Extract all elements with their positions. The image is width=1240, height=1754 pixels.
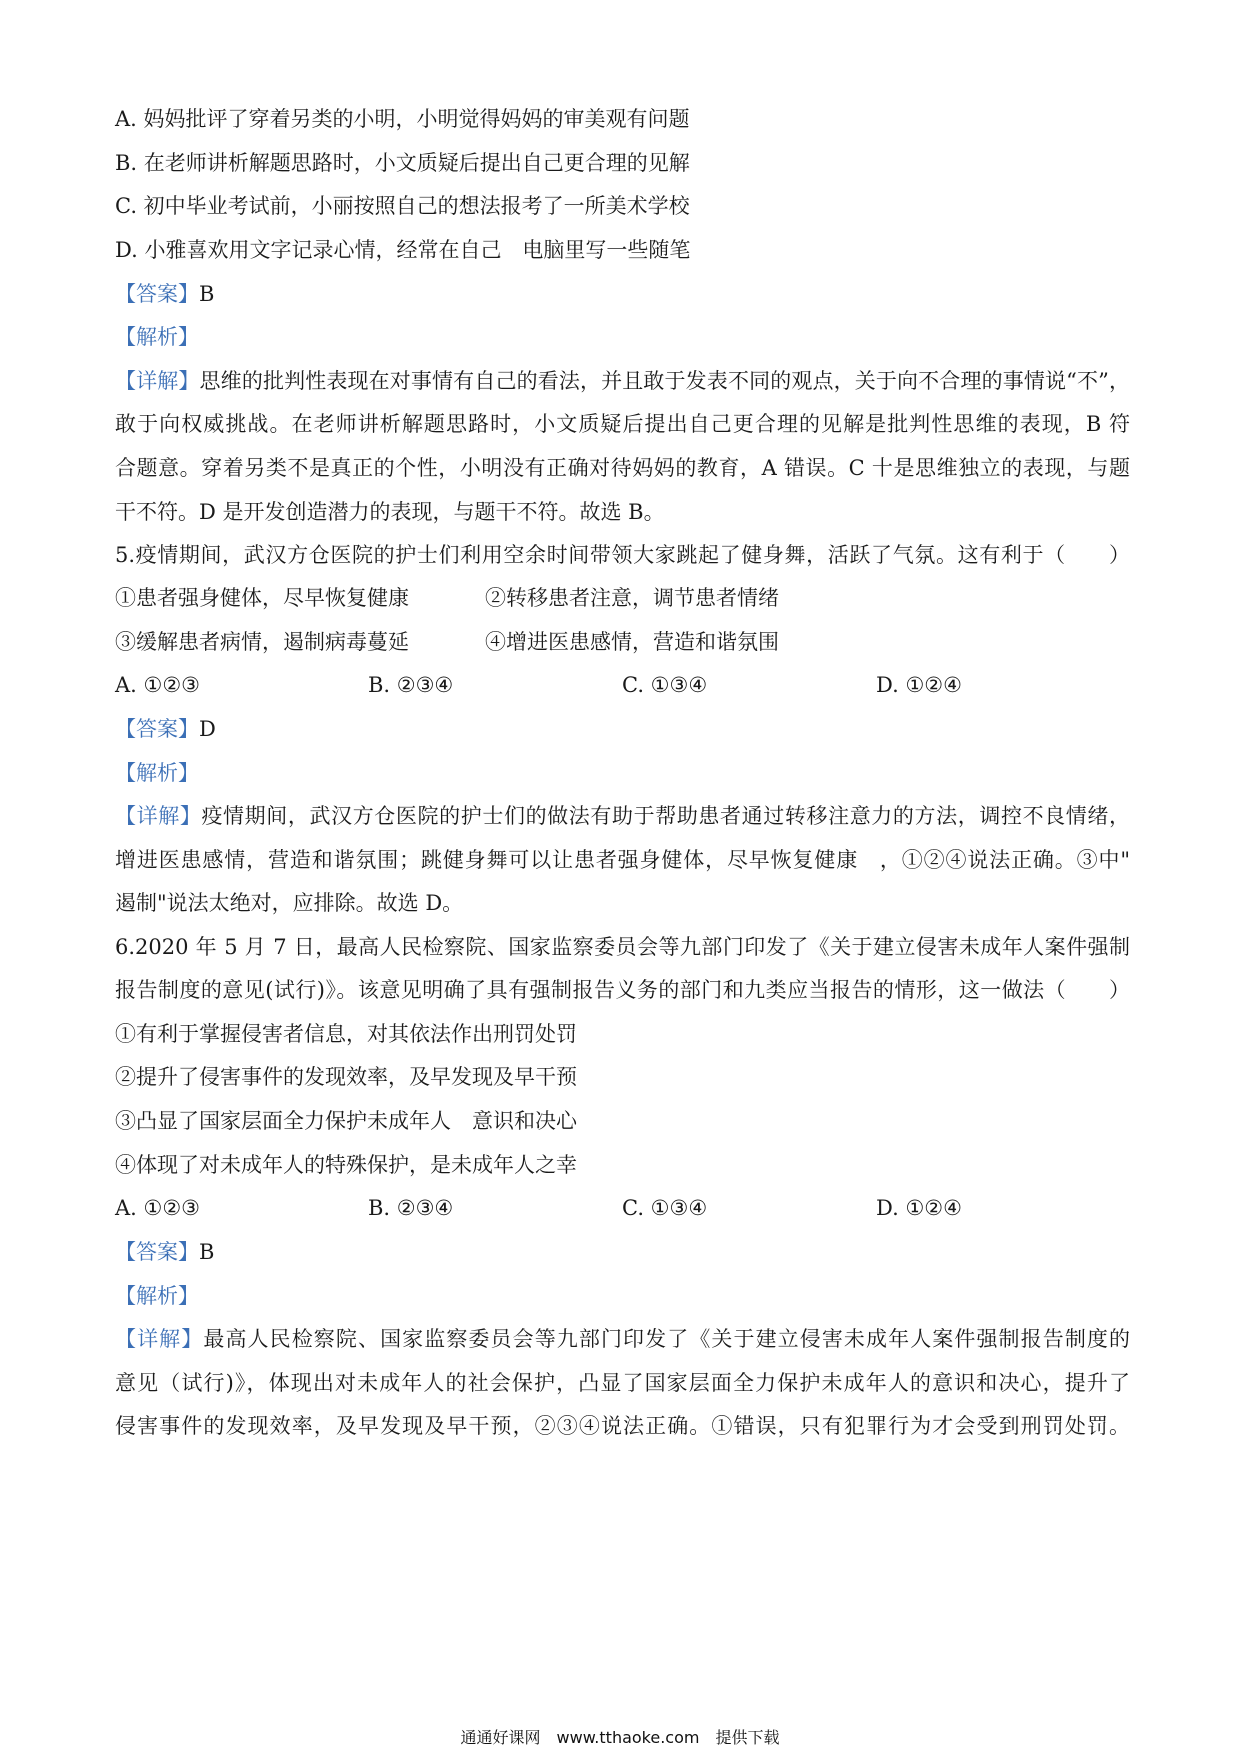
answer-label: 【答案】 [115,282,199,306]
q6-choice-d: D. ①②④ [876,1196,962,1220]
answer-label: 【答案】 [115,1240,199,1264]
q6-detail-line-2: 意见（试行)》，体现出对未成年人的社会保护，凸显了国家层面全力保护未成年人的意识和决心，提升了 [115,1371,1130,1395]
q5-item-2: ②转移患者注意，调节患者情绪 [485,586,779,610]
q6-item-2: ②提升了侵害事件的发现效率，及早发现及早干预 [115,1065,577,1089]
detail-label: 【详解】 [115,369,200,393]
answer-value: B [199,1240,215,1264]
q4-detail-line-1: 【详解】思维的批判性表现在对事情有自己的看法，并且敢于发表不同的观点，关于向不合理的事情说“不”， [115,369,1131,393]
page-footer: 通通好课网 www.tthaoke.com 提供下载 [460,1728,780,1747]
q4-detail-line-2: 敢于向权威挑战。在老师讲析解题思路时，小文质疑后提出自己更合理的见解是批判性思维的表现，B 符 [115,412,1130,436]
q6-choice-c: C. ①③④ [622,1196,708,1220]
q4-analysis-label: 【解析】 [115,325,199,349]
answer-value: D [199,717,216,741]
q5-item-4: ④增进医患感情，营造和谐氛围 [485,630,779,654]
q6-stem-line-1: 6.2020 年 5 月 7 日，最高人民检察院、国家监察委员会等九部门印发了《关于建立侵害未成年人案件强制 [115,935,1130,959]
q5-item-3: ③缓解患者病情，遏制病毒蔓延 [115,630,409,654]
q5-analysis-label: 【解析】 [115,761,199,785]
detail-label: 【详解】 [115,1327,204,1351]
q5-choice-a: A. ①②③ [115,673,200,697]
q4-option-d: D. 小雅喜欢用文字记录心情，经常在自己 电脑里写一些随笔 [115,238,691,262]
q6-stem-line-2: 报告制度的意见(试行)》。该意见明确了具有强制报告义务的部门和九类应当报告的情形，这一做法（ ） [115,978,1130,1002]
q6-item-1: ①有利于掌握侵害者信息，对其依法作出刑罚处罚 [115,1022,577,1046]
q5-stem: 5.疫情期间，武汉方仓医院的护士们利用空余时间带领大家跳起了健身舞，活跃了气氛。这有利于（ ） [115,543,1130,567]
q5-choice-b: B. ②③④ [368,673,454,697]
detail-label: 【详解】 [115,804,202,828]
q6-choice-a: A. ①②③ [115,1196,200,1220]
q4-answer [115,279,214,309]
q4-detail-line-3: 合题意。穿着另类不是真正的个性，小明没有正确对待妈妈的教育，A 错误。C 十是思维独立的表现，与题 [115,456,1130,480]
q5-choice-c: C. ①③④ [622,673,708,697]
q5-detail-line-2: 增进医患感情，营造和谐氛围；跳健身舞可以让患者强身健体，尽早恢复健康 ，①②④说法正确。③中" [115,848,1130,872]
q5-detail-line-3: 遏制"说法太绝对，应排除。故选 D。 [115,891,464,915]
q6-item-3: ③凸显了国家层面全力保护未成年人 意识和决心 [115,1109,577,1133]
q6-answer [115,1237,214,1267]
q5-choice-d: D. ①②④ [876,673,962,697]
q4-detail-line-4: 干不符。D 是开发创造潜力的表现，与题干不符。故选 B。 [115,500,665,524]
q6-analysis-label: 【解析】 [115,1284,199,1308]
answer-value: B [199,282,215,306]
q6-detail-line-3: 侵害事件的发现效率，及早发现及早干预，②③④说法正确。①错误，只有犯罪行为才会受到刑罚处罚。 [115,1414,1130,1438]
q4-option-a: A. 妈妈批评了穿着另类的小明，小明觉得妈妈的审美观有问题 [115,107,690,131]
answer-label: 【答案】 [115,717,199,741]
q5-item-1: ①患者强身健体，尽早恢复健康 [115,586,409,610]
q6-item-4: ④体现了对未成年人的特殊保护，是未成年人之幸 [115,1153,577,1177]
q6-choice-b: B. ②③④ [368,1196,454,1220]
q5-detail-line-1: 【详解】疫情期间，武汉方仓医院的护士们的做法有助于帮助患者通过转移注意力的方法，调控不良情绪， [115,804,1130,828]
q4-option-b: B. 在老师讲析解题思路时，小文质疑后提出自己更合理的见解 [115,151,690,175]
q5-answer [115,714,216,744]
q6-detail-line-1: 【详解】最高人民检察院、国家监察委员会等九部门印发了《关于建立侵害未成年人案件强制报告制度的 [115,1327,1130,1351]
q4-option-c: C. 初中毕业考试前，小丽按照自己的想法报考了一所美术学校 [115,194,690,218]
